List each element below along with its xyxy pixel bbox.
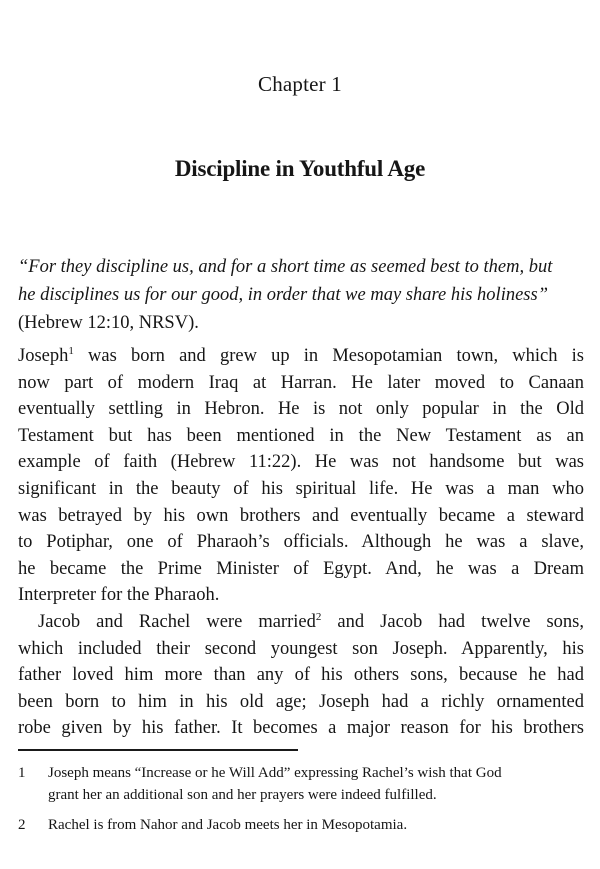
footnote-line: Rachel is from Nahor and Jacob meets her in Mesopotamia. xyxy=(48,817,408,833)
paragraph-2-line xyxy=(18,609,584,636)
paragraph-1-first-line-rest: was born and grew up in Mesopotamian town, which is xyxy=(73,346,584,366)
paragraph-2-first-line-start: Jacob and Rachel were married xyxy=(38,611,316,632)
footnote-ref-2[interactable]: 2 xyxy=(315,610,322,623)
paragraph-1-first-word: Joseph xyxy=(18,346,69,366)
paragraph-1-line: significant in the beauty of his spiritual life. He was a man who xyxy=(18,478,584,499)
epigraph-line: “For they discipline us, and for a short time as seemed best to them, but xyxy=(18,257,553,277)
paragraph-1-line: Testament but has been mentioned in the New Testament as an xyxy=(18,425,584,446)
paragraph-1-line: now part of modern Iraq at Harran. He later moved to Canaan xyxy=(18,372,584,393)
paragraph-2-line: been born to him in his old age; Joseph had a richly ornamented xyxy=(18,691,584,712)
paragraph-2-line: father loved him more than any of his others sons, because he had xyxy=(18,665,584,686)
chapter-title: Discipline in Youthful Age xyxy=(174,156,426,181)
paragraph-1-line: eventually settling in Hebron. He is not only popular in the Old xyxy=(18,399,584,420)
paragraph-2-line: which included their second youngest son Joseph. Apparently, his xyxy=(18,638,584,659)
footnotes xyxy=(18,762,584,844)
footnote-divider xyxy=(18,749,298,751)
footnote-number: 2 xyxy=(18,817,26,833)
footnote-2 xyxy=(18,814,584,836)
footnote-line: Joseph means “Increase or he Will Add” expressing Rachel’s wish that God xyxy=(48,765,502,781)
epigraph-quote xyxy=(18,253,582,337)
paragraph-1-line: to Potiphar, one of Pharaoh’s officials. Although he was a slave, xyxy=(18,532,584,553)
footnote-ref-1[interactable]: 1 xyxy=(68,345,74,357)
epigraph-line: he disciplines us for our good, in order that we may share his holiness” xyxy=(18,285,548,305)
body-text xyxy=(18,343,584,742)
epigraph-citation: (Hebrew 12:10, NRSV). xyxy=(18,313,199,333)
paragraph-2-line: robe given by his father. It becomes a major reason for his brothers xyxy=(18,718,584,739)
footnote-line: grant her an additional son and her prayers were indeed fulfilled. xyxy=(48,787,437,803)
paragraph-2-first-line-rest: and Jacob had twelve sons, xyxy=(321,611,584,632)
paragraph-1-line: example of faith (Hebrew 11:22). He was not handsome but was xyxy=(18,452,584,473)
footnote-number: 1 xyxy=(18,765,26,781)
paragraph-1-line: was betrayed by his own brothers and eventually became a steward xyxy=(18,505,584,526)
footnote-1 xyxy=(18,762,584,806)
paragraph-1-line: he became the Prime Minister of Egypt. And, he was a Dream xyxy=(18,558,584,579)
chapter-label: Chapter 1 xyxy=(257,72,343,96)
paragraph-1-line: Interpreter for the Pharaoh. xyxy=(18,585,220,606)
paragraph-1-line xyxy=(18,343,584,370)
